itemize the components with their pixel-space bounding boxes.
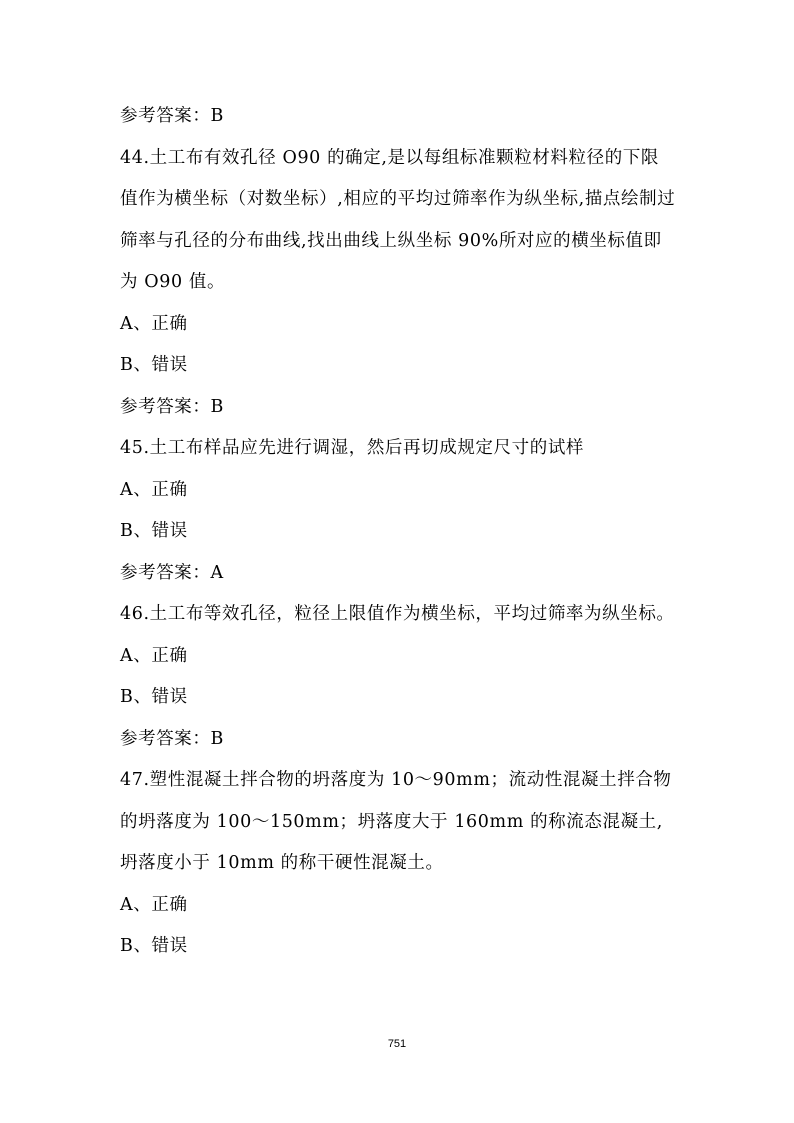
option-a: A、正确 — [120, 894, 188, 915]
question-text: 47.塑性混凝土拌合物的坍落度为 10～90mm；流动性混凝土拌合物的坍落度为 100～150mm；坍落度大于 160mm 的称流态混凝土,坍落度小于 10mm 的称干硬性混凝土。 — [120, 770, 672, 873]
option-a: A、正确 — [120, 645, 188, 666]
answer-line: 参考答案：B — [120, 106, 224, 126]
answer-line: 参考答案：B — [120, 396, 224, 417]
option-b: B、错误 — [120, 687, 188, 707]
option-a: A、正确 — [120, 479, 188, 500]
answer-line: 参考答案：A — [120, 562, 224, 583]
option-b: B、错误 — [120, 355, 188, 375]
option-a: A、正确 — [120, 313, 188, 334]
option-b: B、错误 — [120, 936, 188, 956]
option-b: B、错误 — [120, 521, 188, 541]
question-text: 46.土工布等效孔径，粒径上限值作为横坐标，平均过筛率为纵坐标。 — [120, 604, 675, 624]
page-content — [120, 96, 676, 968]
answer-line: 参考答案：B — [120, 728, 224, 749]
page-number: 751 — [387, 1038, 407, 1050]
question-text: 44.土工布有效孔径 O90 的确定,是以每组标准颗粒材料粒径的下限值作为横坐标（对数坐标）,相应的平均过筛率作为纵坐标,描点绘制过筛率与孔径的分布曲线,找出曲线上纵坐标 90%所对应的横坐标值即为 O90 值。 — [120, 147, 676, 292]
question-text: 45.土工布样品应先进行调湿，然后再切成规定尺寸的试样 — [120, 438, 585, 458]
